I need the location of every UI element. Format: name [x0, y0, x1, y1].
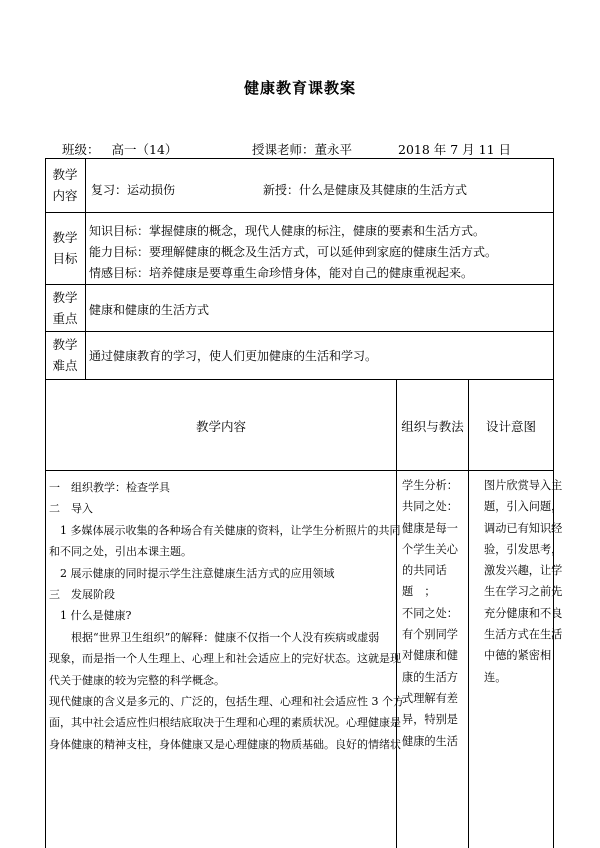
- table-rule: [85, 158, 86, 379]
- goal-emotion: 情感目标：培养健康是要尊重生命珍惜身体，能对自己的健康重视起来。: [89, 266, 474, 280]
- goal-knowledge: 知识目标：掌握健康的概念，现代人健康的标注，健康的要素和生活方式。: [89, 224, 486, 238]
- method-line: 健康是每一: [402, 521, 458, 535]
- method-line: 个学生关心: [402, 542, 458, 556]
- content-label: 教学 内容: [52, 167, 78, 203]
- intent-line: 题，引入问题，: [484, 500, 563, 514]
- header-design-intent: 设计意图: [485, 419, 536, 434]
- teacher-label: 授课老师：: [252, 142, 315, 157]
- key-point-text: 健康和健康的生活方式: [89, 303, 210, 317]
- intent-line: 中德的紧密相: [484, 649, 552, 663]
- content-line: 代关于健康的较为完整的科学概念。: [49, 673, 225, 687]
- goal-ability: 能力目标：要理解健康的概念及生活方式，可以延伸到家庭的健康生活方式。: [89, 245, 498, 259]
- table-rule: [396, 379, 397, 848]
- intent-line: 激发兴趣，让学: [484, 564, 563, 578]
- content-line: 一 组织教学：检查学具: [49, 481, 170, 494]
- table-rule: [468, 379, 469, 848]
- method-line: 对健康和健: [402, 649, 458, 663]
- method-line: 学生分析：: [402, 479, 458, 492]
- content-line: 2 展示健康的同时提示学生注意健康生活方式的应用领域: [49, 566, 335, 580]
- content-line: 根据“世界卫生组织”的解释：健康不仅指一个人没有疾病或虚弱: [49, 630, 380, 644]
- intent-line: 充分健康和不良: [484, 606, 563, 620]
- method-line: 康的生活方: [402, 670, 458, 684]
- method-line: 有个别同学: [402, 628, 458, 642]
- page-title: 健康教育课教案: [243, 79, 356, 97]
- content-line: 现象，而是指一个人生理上、心理上和社会适应上的完好状态。这就是现: [49, 652, 401, 666]
- table-rule: [45, 379, 554, 380]
- table-rule: [45, 212, 554, 213]
- intent-line: 图片欣赏导入主: [484, 479, 563, 492]
- teacher-value: 董永平: [314, 142, 353, 157]
- table-rule: [45, 158, 554, 159]
- table-rule: [45, 331, 554, 332]
- method-line: 健康的生活: [402, 734, 458, 748]
- lesson-date: 2018 年 7 月 11 日: [398, 142, 512, 157]
- teacher-info: [252, 140, 352, 158]
- intent-line: 生在学习之前先: [484, 585, 563, 599]
- class-info: [62, 140, 177, 158]
- content-line: 三 发展阶段: [49, 588, 115, 602]
- content-line: 1 多媒体展示收集的各种场合有关健康的资料，让学生分析照片的共同: [49, 523, 401, 537]
- table-rule: [45, 470, 554, 471]
- difficulty-text: 通过健康教育的学习，使人们更加健康的生活和学习。: [89, 349, 378, 363]
- key-point-label: 教学 重点: [52, 290, 78, 326]
- method-line: 共同之处：: [402, 500, 458, 514]
- content-line: 和不同之处，引出本课主题。: [49, 545, 192, 559]
- content-new: 新授：什么是健康及其健康的生活方式: [263, 183, 468, 197]
- header-method: 组织与教法: [401, 419, 464, 434]
- content-line: 面，其中社会适应性归根结底取决于生理和心理的素质状况。心理健康是: [49, 716, 401, 730]
- class-label: 班级：: [62, 142, 100, 157]
- intent-line: 验，引发思考，: [484, 542, 563, 556]
- content-line: 1 什么是健康?: [49, 609, 132, 623]
- method-line: 题 ；: [402, 585, 436, 599]
- teaching-content-body: [49, 477, 404, 755]
- intent-line: 调动已有知识经: [484, 521, 563, 535]
- difficulty-label: 教学 难点: [52, 337, 78, 373]
- method-line: 的共同话: [402, 564, 447, 578]
- intent-body: [484, 475, 563, 688]
- content-line: 身体健康的精神支柱，身体健康又是心理健康的物质基础。良好的情绪状: [49, 737, 401, 751]
- method-body: [402, 475, 462, 752]
- intent-line: 连。: [484, 670, 507, 684]
- class-value: 高一（14）: [111, 142, 178, 157]
- intent-line: 生活方式在生活: [484, 628, 563, 642]
- header-teaching-content: 教学内容: [195, 419, 246, 434]
- content-line: 现代健康的含义是多元的、广泛的，包括生理、心理和社会适应性 3 个方: [49, 695, 404, 709]
- method-line: 不同之处：: [402, 606, 458, 620]
- goals-label: 教学 目标: [52, 230, 78, 266]
- method-line: 异，特别是: [402, 713, 458, 727]
- table-rule: [45, 284, 554, 285]
- content-line: 二 导入: [49, 502, 93, 516]
- content-review: 复习：运动损伤: [91, 183, 176, 197]
- method-line: 式理解有差: [402, 691, 458, 705]
